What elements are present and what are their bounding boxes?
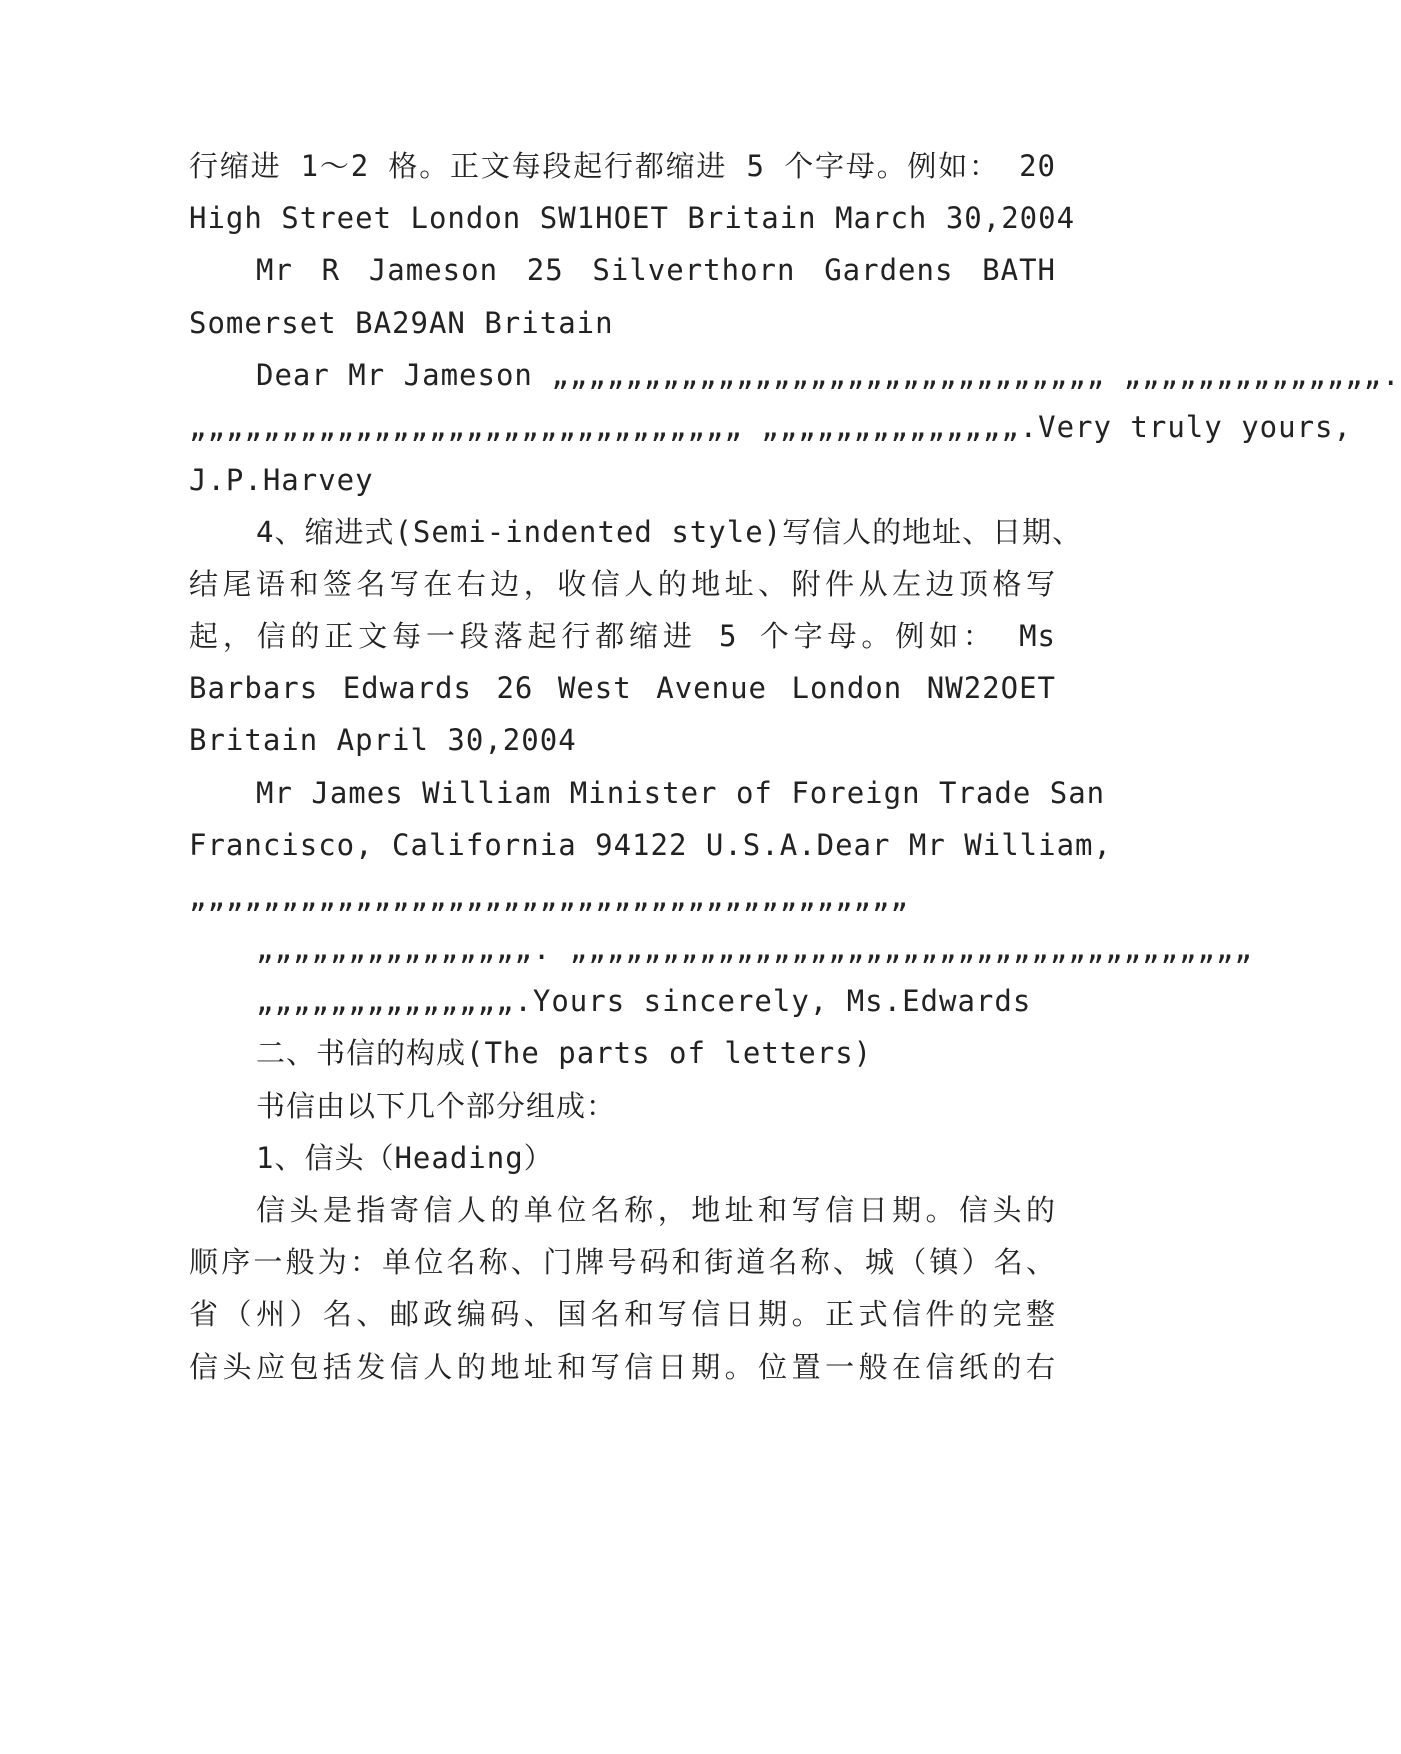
text-line-4: Somerset BA29AN Britain: [189, 306, 614, 340]
section-heading: 二、书信的构成(The parts of letters): [256, 1036, 873, 1070]
text-line-16: „„„„„„„„„„„„„„„. „„„„„„„„„„„„„„„„„„„„„„„„„„„„„„„„„„„„„: [256, 932, 1253, 966]
text-line-11: Barbars Edwards 26 West Avenue London NW22OET: [189, 671, 1056, 705]
text-line-17: „„„„„„„„„„„„„„.Yours sincerely, Ms.Edwards: [256, 984, 1032, 1018]
text-line-3: Mr R Jameson 25 Silverthorn Gardens BATH: [256, 253, 1056, 287]
text-line-23: 省（州）名、邮政编码、国名和写信日期。正式信件的完整: [189, 1297, 1056, 1331]
text-line-21: 信头是指寄信人的单位名称，地址和写信日期。信头的: [256, 1193, 1056, 1227]
text-line-15: „„„„„„„„„„„„„„„„„„„„„„„„„„„„„„„„„„„„„„„: [189, 880, 909, 914]
text-line-5: Dear Mr Jameson „„„„„„„„„„„„„„„„„„„„„„„„„„„„„„ „„„„„„„„„„„„„„.: [256, 358, 1401, 392]
text-line-12: Britain April 30,2004: [189, 723, 577, 757]
text-line-24: 信头应包括发信人的地址和写信日期。位置一般在信纸的右: [189, 1350, 1056, 1384]
text-line-19: 书信由以下几个部分组成：: [256, 1089, 617, 1123]
text-line-7: J.P.Harvey: [189, 463, 374, 497]
text-line-2: High Street London SW1HOET Britain March 30,2004: [189, 201, 1076, 235]
text-line-13: Mr James William Minister of Foreign Trade San: [256, 776, 1106, 810]
text-line-9: 结尾语和签名写在右边，收信人的地址、附件从左边顶格写: [189, 567, 1056, 601]
text-line-22: 顺序一般为：单位名称、门牌号码和街道名称、城（镇）名、: [189, 1245, 1056, 1279]
subsection-heading: 1、信头（Heading）: [256, 1141, 554, 1175]
text-line-1: 行缩进 1～2 格。正文每段起行都缩进 5 个字母。例如： 20: [189, 149, 1056, 183]
text-line-14: Francisco, California 94122 U.S.A.Dear Mr William,: [189, 828, 1112, 862]
text-line-6: „„„„„„„„„„„„„„„„„„„„„„„„„„„„„„ „„„„„„„„„„„„„„.Very truly yours,: [189, 410, 1352, 444]
text-line-10: 起，信的正文每一段落起行都缩进 5 个字母。例如： Ms: [189, 619, 1056, 653]
text-line-8: 4、缩进式(Semi-indented style)写信人的地址、日期、: [256, 515, 1083, 549]
